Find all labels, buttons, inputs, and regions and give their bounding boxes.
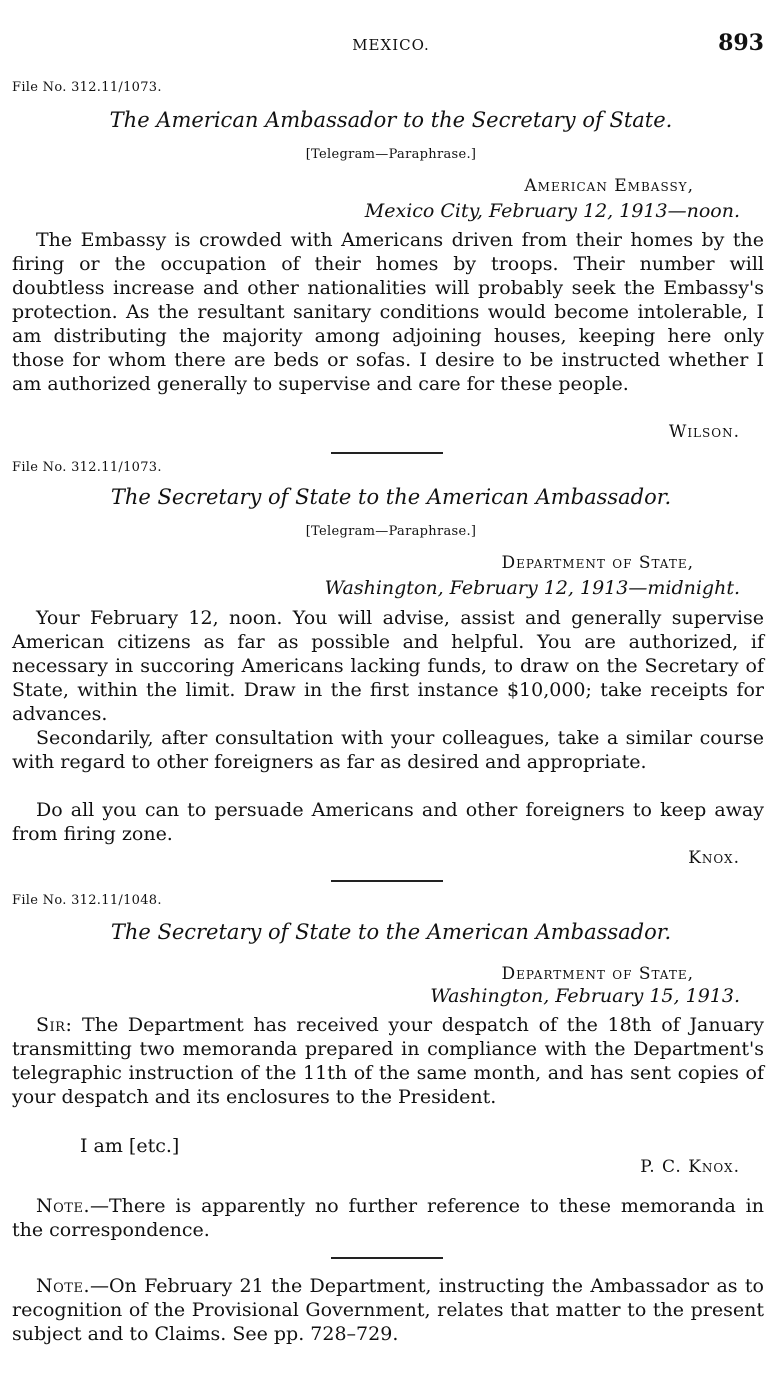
body-paragraph: The Embassy is crowded with Americans driven from their homes by the firing or the occupation of their homes by troops. Their number will doubtless increase and other nationalities will probably seek the Embassy's protection. As the resultant sanitary conditions would become intolerable, I am distributing the majority among adjoining houses, keeping here only those for whom there are beds or sofas. I desire to be instructed whether I am authorized generally to supervise and care for these people. <box>12 229 764 395</box>
file-number: File No. 312.11/1073. <box>12 80 162 95</box>
dateline: Washington, February 15, 1913. <box>430 985 740 1007</box>
sender-place: Department of State, <box>501 553 694 573</box>
editorial-note <box>12 1274 764 1346</box>
editorial-note <box>12 1194 764 1242</box>
sender-place: American Embassy, <box>524 176 694 196</box>
document-title: The Secretary of State to the American Ambassador. <box>110 485 672 509</box>
sender-place: Department of State, <box>501 964 694 984</box>
file-number: File No. 312.11/1048. <box>12 893 162 908</box>
document-title: The Secretary of State to the American Ambassador. <box>110 920 672 944</box>
file-number: File No. 312.11/1073. <box>12 460 162 475</box>
body-paragraph: Do all you can to persuade Americans and other foreigners to keep away from firing zone. <box>12 799 764 845</box>
note-text: —There is apparently no further reference to these memoranda in the correspondence. <box>12 1195 764 1241</box>
section-divider <box>331 1257 443 1259</box>
dateline: Washington, February 12, 1913—midnight. <box>324 577 740 599</box>
note-text: —On February 21 the Department, instructing the Ambassador as to recognition of the Provisional Government, relates that matter to the present subject and to Claims. See pp. 728–729. <box>12 1275 764 1345</box>
body-text: The Department has received your despatch of the 18th of January transmitting two memoranda prepared in compliance with the Department's telegraphic instruction of the 11th of the same month, and has sent copies of your despatch and its enclosures to the President. <box>12 1014 765 1108</box>
document-title: The American Ambassador to the Secretary of State. <box>109 108 673 132</box>
page-number: 893 <box>718 30 764 56</box>
body-paragraph <box>12 1013 764 1109</box>
section-divider <box>331 880 443 882</box>
body-paragraph: Your February 12, noon. You will advise, assist and generally supervise American citizens as far as possible and helpful. You are authorized, if necessary in succoring Americans lacking funds, to draw on the Secretary of State, within the limit. Draw in the first instance $10,000; take receipts for advances. <box>12 607 764 725</box>
section-divider <box>331 452 443 454</box>
body-paragraph: Secondarily, after consultation with your colleagues, take a similar course with regard to other foreigners as far as desired and appropriate. <box>12 727 764 773</box>
dateline: Mexico City, February 12, 1913—noon. <box>364 200 740 222</box>
telegram-note: [Telegram—Paraphrase.] <box>305 524 477 539</box>
closing: I am [etc.] <box>80 1135 180 1157</box>
note-label: Note. <box>36 1275 90 1297</box>
signature: Wilson. <box>668 422 740 442</box>
telegram-note: [Telegram—Paraphrase.] <box>305 147 477 162</box>
note-label: Note. <box>36 1195 90 1217</box>
signature: Knox. <box>688 848 740 868</box>
signature: P. C. Knox. <box>640 1157 740 1177</box>
salutation: Sir: <box>36 1014 73 1036</box>
page-header <box>0 30 782 58</box>
running-head: MEXICO. <box>352 36 430 54</box>
